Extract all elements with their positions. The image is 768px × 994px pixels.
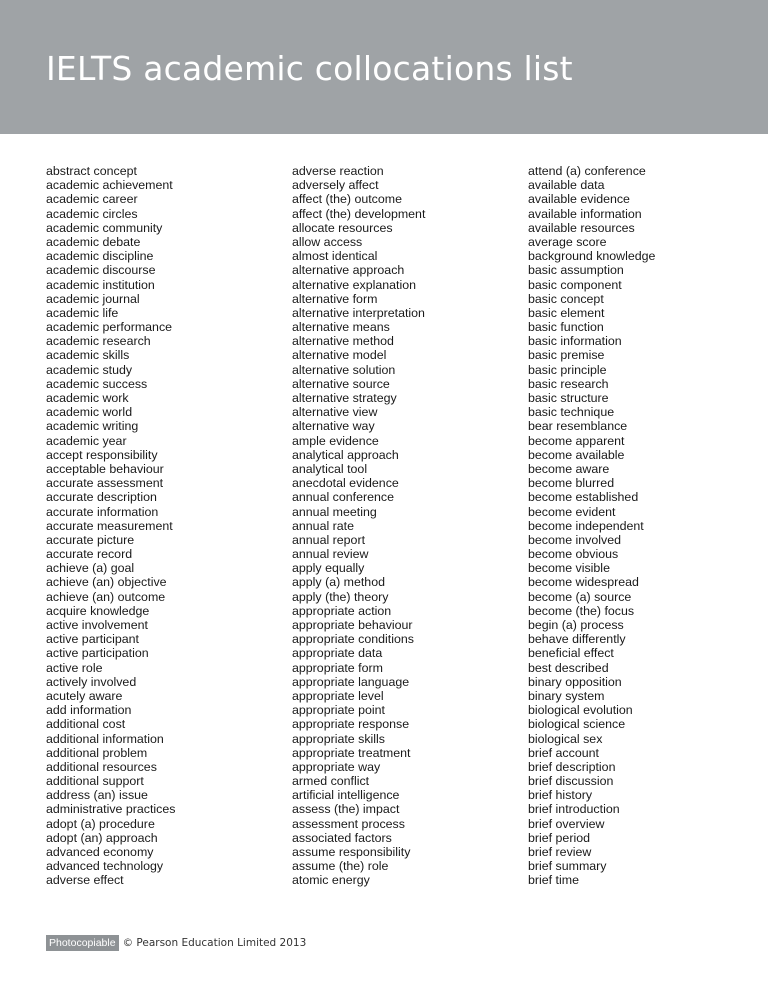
collocation-item: academic skills xyxy=(46,348,130,363)
collocation-item: advanced economy xyxy=(46,845,154,859)
collocation-item: brief introduction xyxy=(528,802,620,817)
collocation-item: become evident xyxy=(528,504,616,519)
collocation-item: appropriate conditions xyxy=(292,632,414,647)
collocation-item: brief time xyxy=(528,873,579,888)
collocation-item: brief period xyxy=(528,830,590,845)
collocation-item: adverse reaction xyxy=(292,164,384,178)
collocation-item: adversely affect xyxy=(292,178,379,193)
collocation-item: appropriate treatment xyxy=(292,745,411,760)
collocation-item: allow access xyxy=(292,234,363,249)
collocation-item: alternative form xyxy=(292,291,378,306)
collocation-item: active participant xyxy=(46,632,139,647)
collocation-item: alternative way xyxy=(292,419,375,434)
collocation-item: beneficial effect xyxy=(528,646,614,661)
collocation-item: basic technique xyxy=(528,405,615,420)
collocation-item: accurate measurement xyxy=(46,518,173,533)
collocation-item: alternative explanation xyxy=(292,277,416,292)
collocation-item: become (a) source xyxy=(528,589,632,604)
collocation-item: academic life xyxy=(46,305,119,320)
header-band xyxy=(0,0,768,134)
collocation-item: alternative view xyxy=(292,405,378,420)
collocation-item: background knowledge xyxy=(528,249,656,264)
collocation-item: accurate record xyxy=(46,547,133,562)
collocation-item: almost identical xyxy=(292,249,378,264)
collocation-item: bear resemblance xyxy=(528,419,628,434)
collocation-item: brief review xyxy=(528,845,592,859)
collocation-item: annual report xyxy=(292,532,366,547)
collocation-item: adverse effect xyxy=(46,873,124,888)
collocation-item: become involved xyxy=(528,532,621,547)
collocation-item: annual review xyxy=(292,547,369,562)
collocation-item: brief account xyxy=(528,745,599,760)
collocation-item: available information xyxy=(528,206,642,221)
collocation-item: academic success xyxy=(46,376,148,391)
collocation-item: appropriate level xyxy=(292,688,384,703)
collocation-item: add information xyxy=(46,703,132,718)
collocation-item: assume (the) role xyxy=(292,859,389,874)
collocation-item: appropriate form xyxy=(292,660,383,675)
collocation-item: basic element xyxy=(528,305,605,320)
collocation-item: academic research xyxy=(46,334,151,349)
collocation-item: ample evidence xyxy=(292,433,379,448)
collocation-item: apply (a) method xyxy=(292,575,385,590)
collocation-item: brief discussion xyxy=(528,774,614,789)
collocation-item: become visible xyxy=(528,561,610,576)
collocation-item: analytical tool xyxy=(292,461,368,476)
collocation-item: academic study xyxy=(46,362,133,377)
collocation-item: academic institution xyxy=(46,277,155,292)
collocation-item: acceptable behaviour xyxy=(46,461,164,476)
collocation-item: address (an) issue xyxy=(46,788,148,803)
collocation-item: attend (a) conference xyxy=(528,164,646,178)
collocation-item: available evidence xyxy=(528,192,630,207)
collocation-item: atomic energy xyxy=(292,873,370,888)
collocation-item: brief summary xyxy=(528,859,607,874)
collocation-item: active involvement xyxy=(46,618,148,632)
collocation-item: brief description xyxy=(528,759,616,774)
collocation-item: academic circles xyxy=(46,206,138,221)
collocation-item: adopt (a) procedure xyxy=(46,816,155,831)
collocation-item: academic career xyxy=(46,192,138,207)
collocation-item: brief overview xyxy=(528,816,605,831)
collocation-item: annual meeting xyxy=(292,504,377,519)
collocation-item: alternative method xyxy=(292,334,394,349)
collocation-item: active role xyxy=(46,660,103,675)
collocation-item: alternative approach xyxy=(292,263,405,278)
collocation-item: academic writing xyxy=(46,419,139,434)
collocation-item: basic principle xyxy=(528,362,607,377)
collocation-item: basic component xyxy=(528,277,622,292)
collocation-item: abstract concept xyxy=(46,164,137,178)
collocation-item: affect (the) outcome xyxy=(292,192,402,207)
collocation-item: accurate description xyxy=(46,490,157,505)
collocation-item: academic discipline xyxy=(46,249,154,264)
collocation-item: active participation xyxy=(46,646,149,661)
collocation-item: accept responsibility xyxy=(46,447,158,462)
collocation-item: assessment process xyxy=(292,816,405,831)
collocation-item: adopt (an) approach xyxy=(46,830,158,845)
collocation-item: apply equally xyxy=(292,561,365,576)
collocation-item: actively involved xyxy=(46,674,137,689)
collocation-item: alternative strategy xyxy=(292,391,397,405)
collocation-item: become apparent xyxy=(528,433,625,448)
collocation-item: basic research xyxy=(528,376,609,391)
page-title: IELTS academic collocations list xyxy=(46,49,573,88)
collocation-item: assume responsibility xyxy=(292,845,411,859)
collocation-item: basic concept xyxy=(528,291,604,306)
collocation-item: become available xyxy=(528,447,625,462)
collocation-item: basic information xyxy=(528,334,622,349)
collocation-item: achieve (a) goal xyxy=(46,561,135,576)
collocation-item: advanced technology xyxy=(46,859,164,874)
collocation-item: best described xyxy=(528,660,609,675)
collocation-item: biological evolution xyxy=(528,703,633,718)
collocation-item: appropriate action xyxy=(292,603,392,618)
collocation-item: become widespread xyxy=(528,575,639,590)
collocation-item: appropriate behaviour xyxy=(292,618,413,632)
collocation-item: armed conflict xyxy=(292,774,370,789)
collocation-item: additional support xyxy=(46,774,144,789)
collocation-item: basic assumption xyxy=(528,263,624,278)
collocation-item: artificial intelligence xyxy=(292,788,400,803)
collocation-item: academic community xyxy=(46,220,163,235)
collocation-item: anecdotal evidence xyxy=(292,476,399,491)
collocation-item: associated factors xyxy=(292,830,392,845)
collocation-item: accurate information xyxy=(46,504,159,519)
collocation-item: acutely aware xyxy=(46,688,123,703)
collocation-item: binary system xyxy=(528,688,605,703)
photocopiable-badge: Photocopiable xyxy=(46,935,119,951)
collocation-item: affect (the) development xyxy=(292,206,426,221)
collocation-item: basic structure xyxy=(528,391,609,405)
collocation-item: alternative source xyxy=(292,376,390,391)
collocation-item: available resources xyxy=(528,220,635,235)
collocation-item: academic performance xyxy=(46,320,173,335)
collocation-item: alternative means xyxy=(292,320,390,335)
collocation-item: allocate resources xyxy=(292,220,393,235)
collocation-item: academic achievement xyxy=(46,178,173,193)
collocation-column-2 xyxy=(292,164,425,888)
collocation-item: average score xyxy=(528,234,607,249)
collocation-item: become blurred xyxy=(528,476,615,491)
collocation-item: additional resources xyxy=(46,759,157,774)
collocation-item: become independent xyxy=(528,518,644,533)
collocation-item: administrative practices xyxy=(46,802,176,817)
collocation-item: brief history xyxy=(528,788,593,803)
collocation-column-3 xyxy=(528,164,655,888)
collocation-item: binary opposition xyxy=(528,674,622,689)
collocation-item: basic premise xyxy=(528,348,605,363)
collocation-item: alternative model xyxy=(292,348,387,363)
collocation-item: analytical approach xyxy=(292,447,399,462)
collocation-item: basic function xyxy=(528,320,604,335)
collocation-item: biological sex xyxy=(528,731,603,746)
collocation-item: appropriate skills xyxy=(292,731,385,746)
collocation-item: academic world xyxy=(46,405,133,420)
collocation-item: academic year xyxy=(46,433,127,448)
collocation-item: achieve (an) outcome xyxy=(46,589,166,604)
collocation-item: become aware xyxy=(528,461,610,476)
collocation-column-1 xyxy=(46,164,175,888)
collocation-item: appropriate data xyxy=(292,646,383,661)
collocation-item: appropriate way xyxy=(292,759,381,774)
collocation-item: appropriate language xyxy=(292,674,410,689)
collocation-item: academic debate xyxy=(46,234,141,249)
collocation-item: achieve (an) objective xyxy=(46,575,167,590)
copyright-text: © Pearson Education Limited 2013 xyxy=(122,937,307,949)
collocation-item: annual rate xyxy=(292,518,355,533)
collocation-item: apply (the) theory xyxy=(292,589,389,604)
collocation-item: available data xyxy=(528,178,605,193)
collocation-item: academic work xyxy=(46,391,129,405)
collocation-item: begin (a) process xyxy=(528,618,624,632)
collocation-item: additional problem xyxy=(46,745,148,760)
collocation-item: alternative solution xyxy=(292,362,396,377)
collocation-item: academic journal xyxy=(46,291,140,306)
collocation-item: become established xyxy=(528,490,639,505)
collocation-item: additional information xyxy=(46,731,164,746)
collocation-item: acquire knowledge xyxy=(46,603,150,618)
collocation-item: become obvious xyxy=(528,547,619,562)
footer xyxy=(46,935,306,951)
collocation-item: behave differently xyxy=(528,632,626,647)
collocation-item: accurate picture xyxy=(46,532,135,547)
collocation-item: annual conference xyxy=(292,490,394,505)
collocation-item: appropriate response xyxy=(292,717,410,732)
collocation-item: alternative interpretation xyxy=(292,305,425,320)
collocation-item: appropriate point xyxy=(292,703,385,718)
collocation-item: assess (the) impact xyxy=(292,802,400,817)
collocation-item: become (the) focus xyxy=(528,603,635,618)
collocation-item: accurate assessment xyxy=(46,476,164,491)
collocation-item: biological science xyxy=(528,717,626,732)
collocation-item: additional cost xyxy=(46,717,126,732)
collocation-item: academic discourse xyxy=(46,263,156,278)
